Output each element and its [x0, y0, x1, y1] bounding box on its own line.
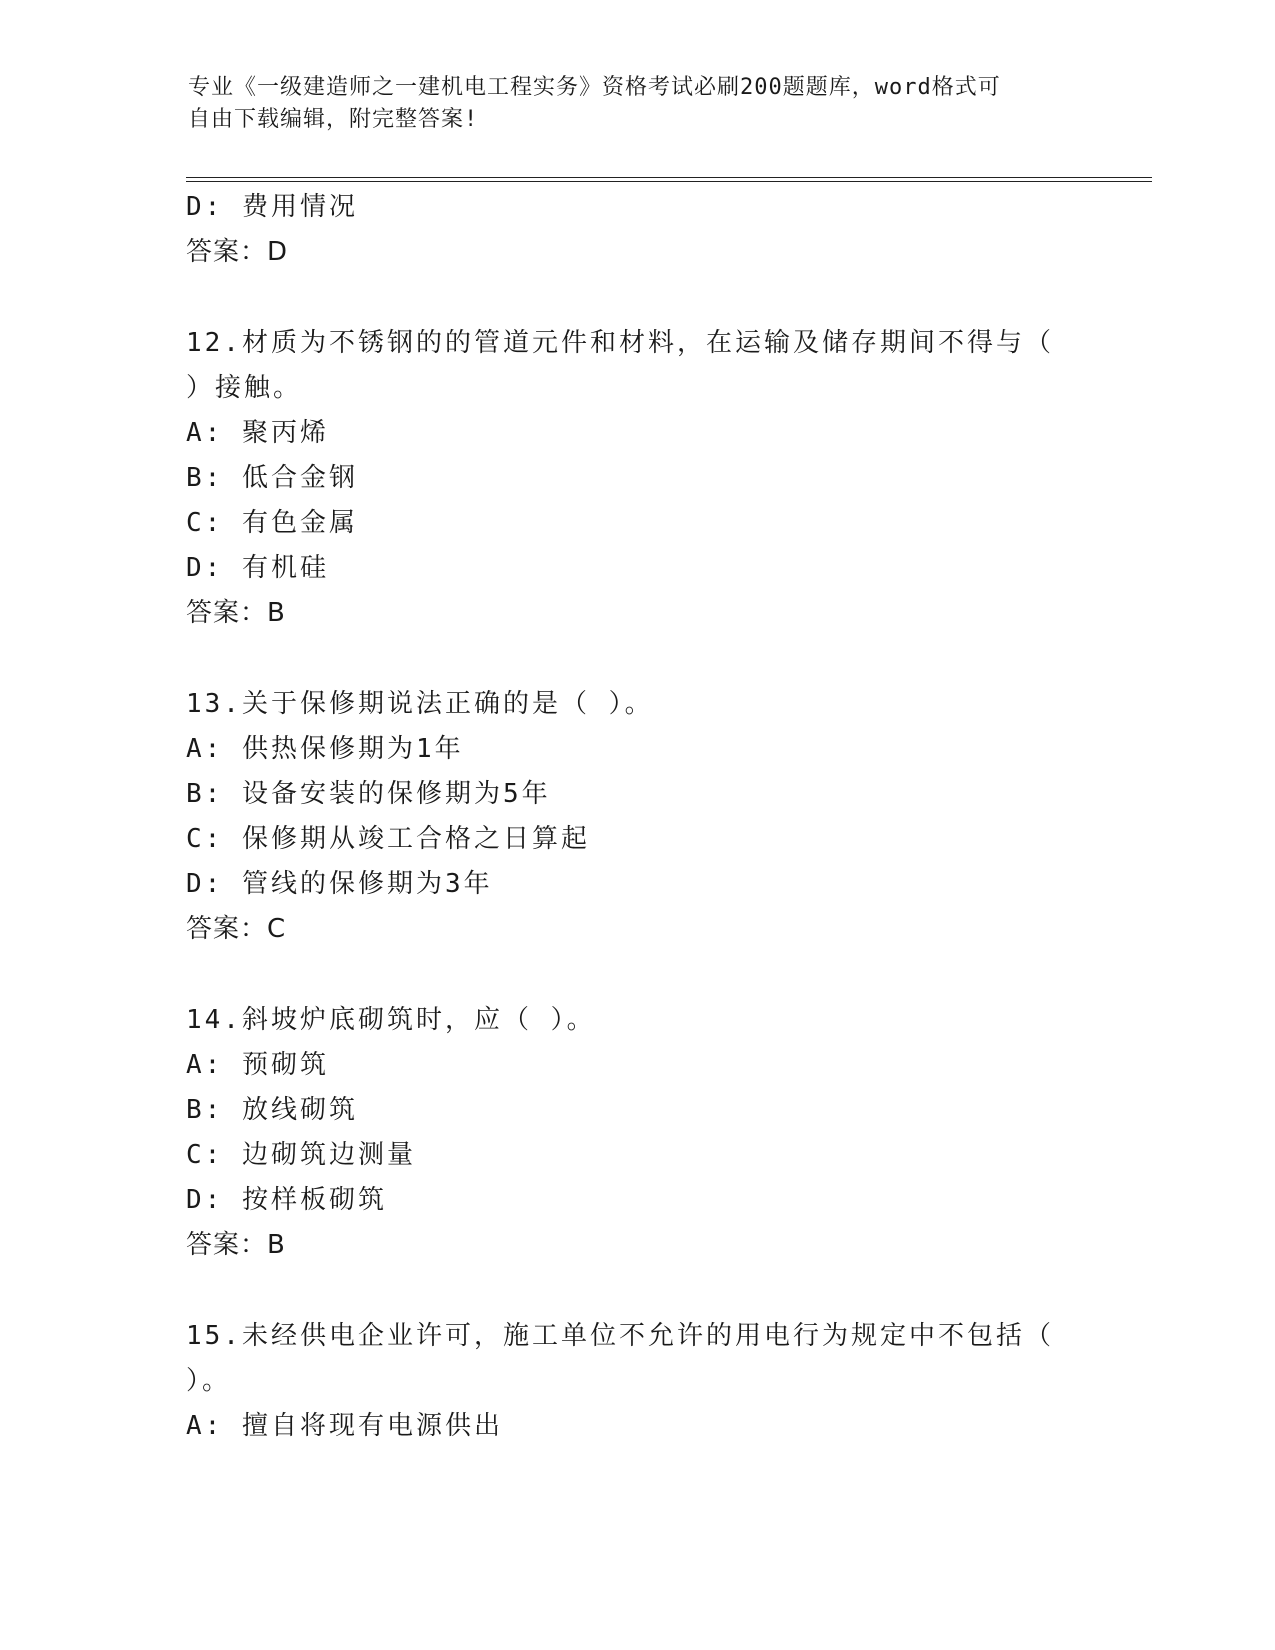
- header-double-rule: [186, 177, 1152, 182]
- option-a: A: 聚丙烯: [186, 418, 329, 448]
- question-14: [186, 998, 1086, 1268]
- option-b: B: 设备安装的保修期为5年: [186, 779, 551, 809]
- option-b: B: 放线砌筑: [186, 1095, 358, 1125]
- option-d: D: 费用情况: [186, 192, 358, 222]
- option-c: C: 有色金属: [186, 508, 358, 538]
- question-stem: 15.未经供电企业许可，施工单位不允许的用电行为规定中不包括（: [186, 1321, 1054, 1351]
- question-13: [186, 682, 1086, 952]
- option-b: B: 低合金钢: [186, 463, 358, 493]
- option-d: D: 有机硅: [186, 553, 329, 583]
- header-line-2: 自由下载编辑，附完整答案!: [188, 107, 479, 132]
- question-stem-continued: ）。: [186, 1366, 232, 1396]
- option-c: C: 边砌筑边测量: [186, 1140, 416, 1170]
- document-header: [188, 72, 1088, 136]
- option-c: C: 保修期从竣工合格之日算起: [186, 824, 590, 854]
- question-stem: 14.斜坡炉底砌筑时，应（ ）。: [186, 1005, 596, 1035]
- header-line-1: 专业《一级建造师之一建机电工程实务》资格考试必刷200题题库，word格式可: [188, 75, 1001, 100]
- question-stem: 13.关于保修期说法正确的是（ ）。: [186, 689, 654, 719]
- question-15: [186, 1314, 1086, 1449]
- question-12: [186, 321, 1086, 636]
- question-list: [186, 185, 1086, 1449]
- option-a: A: 预砌筑: [186, 1050, 329, 1080]
- option-a: A: 擅自将现有电源供出: [186, 1411, 503, 1441]
- answer-line: 答案：C: [186, 914, 287, 944]
- option-d: D: 管线的保修期为3年: [186, 869, 493, 899]
- answer-line: 答案：B: [186, 598, 286, 628]
- question-stem-continued: ）接触。: [186, 373, 303, 403]
- option-a: A: 供热保修期为1年: [186, 734, 464, 764]
- question-stem: 12.材质为不锈钢的的管道元件和材料，在运输及储存期间不得与（: [186, 328, 1054, 358]
- question-11-tail: [186, 185, 1086, 275]
- option-d: D: 按样板砌筑: [186, 1185, 387, 1215]
- answer-line: 答案：D: [186, 237, 289, 267]
- answer-line: 答案：B: [186, 1230, 286, 1260]
